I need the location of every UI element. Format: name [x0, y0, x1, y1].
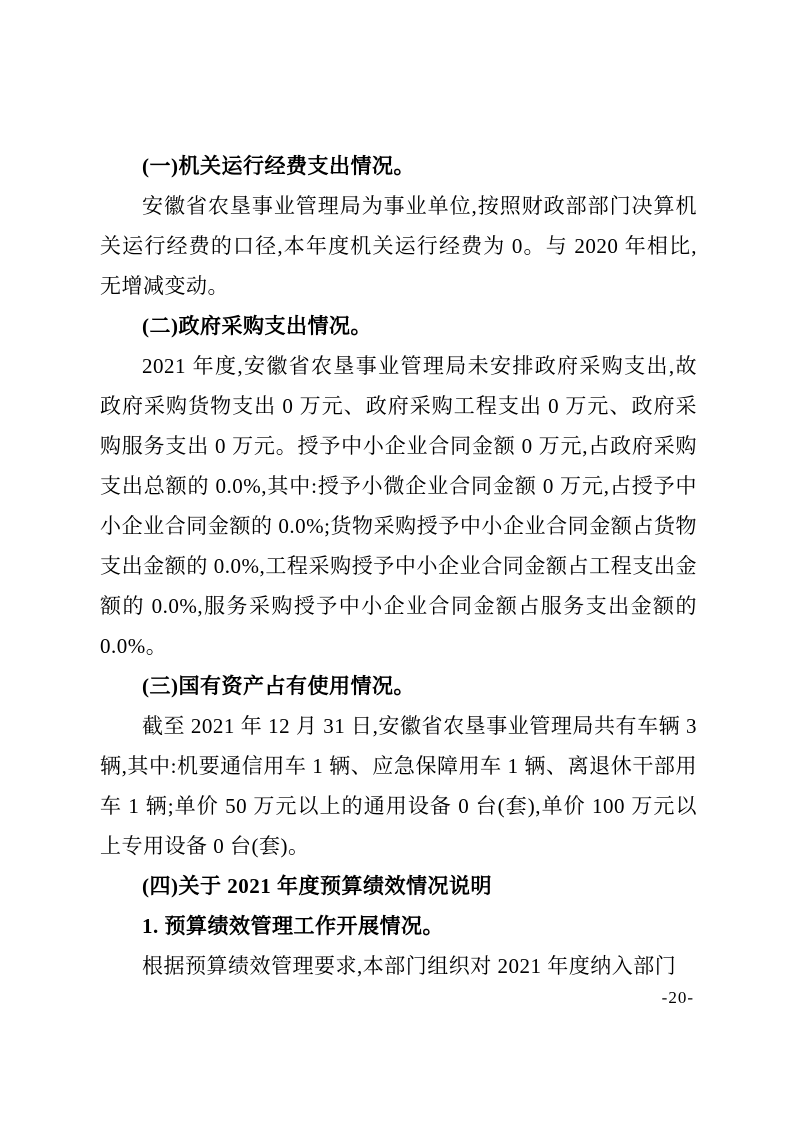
section-1-paragraph: 安徽省农垦事业管理局为事业单位,按照财政部部门决算机关运行经费的口径,本年度机关运行经费为 0。与 2020 年相比,无增减变动。 — [100, 194, 697, 298]
section-3-heading: (三)国有资产占有使用情况。 — [142, 674, 415, 698]
section-4-heading: (四)关于 2021 年度预算绩效情况说明 — [142, 874, 492, 898]
section-4-paragraph: 根据预算绩效管理要求,本部门组织对 2021 年度纳入部门 — [142, 954, 677, 978]
document-body — [100, 146, 697, 986]
section-2-paragraph: 2021 年度,安徽省农垦事业管理局未安排政府采购支出,故政府采购货物支出 0 万元、政府采购工程支出 0 万元、政府采购服务支出 0 万元。授予中小企业合同金额 0 万元,占政府采购支出总额的 0.0%,其中:授予小微企业合同金额 0 万元,占授予中小企业合同金额的 0.0%;货物采购授予中小企业合同金额占货物支出金额的 0.0%,工程采购授予中小企业合同金额占工程支出金额的 0.0%,服务采购授予中小企业合同金额占服务支出金额的 0.0%。 — [100, 354, 697, 658]
section-2-heading: (二)政府采购支出情况。 — [142, 314, 372, 338]
section-1-heading: (一)机关运行经费支出情况。 — [142, 154, 415, 178]
section-4-subheading: 1. 预算绩效管理工作开展情况。 — [142, 914, 444, 938]
section-3-paragraph: 截至 2021 年 12 月 31 日,安徽省农垦事业管理局共有车辆 3 辆,其中:机要通信用车 1 辆、应急保障用车 1 辆、离退休干部用车 1 辆;单价 50 万元以上的通用设备 0 台(套),单价 100 万元以上专用设备 0 台(套)。 — [100, 714, 697, 858]
page-number: -20- — [661, 988, 694, 1007]
